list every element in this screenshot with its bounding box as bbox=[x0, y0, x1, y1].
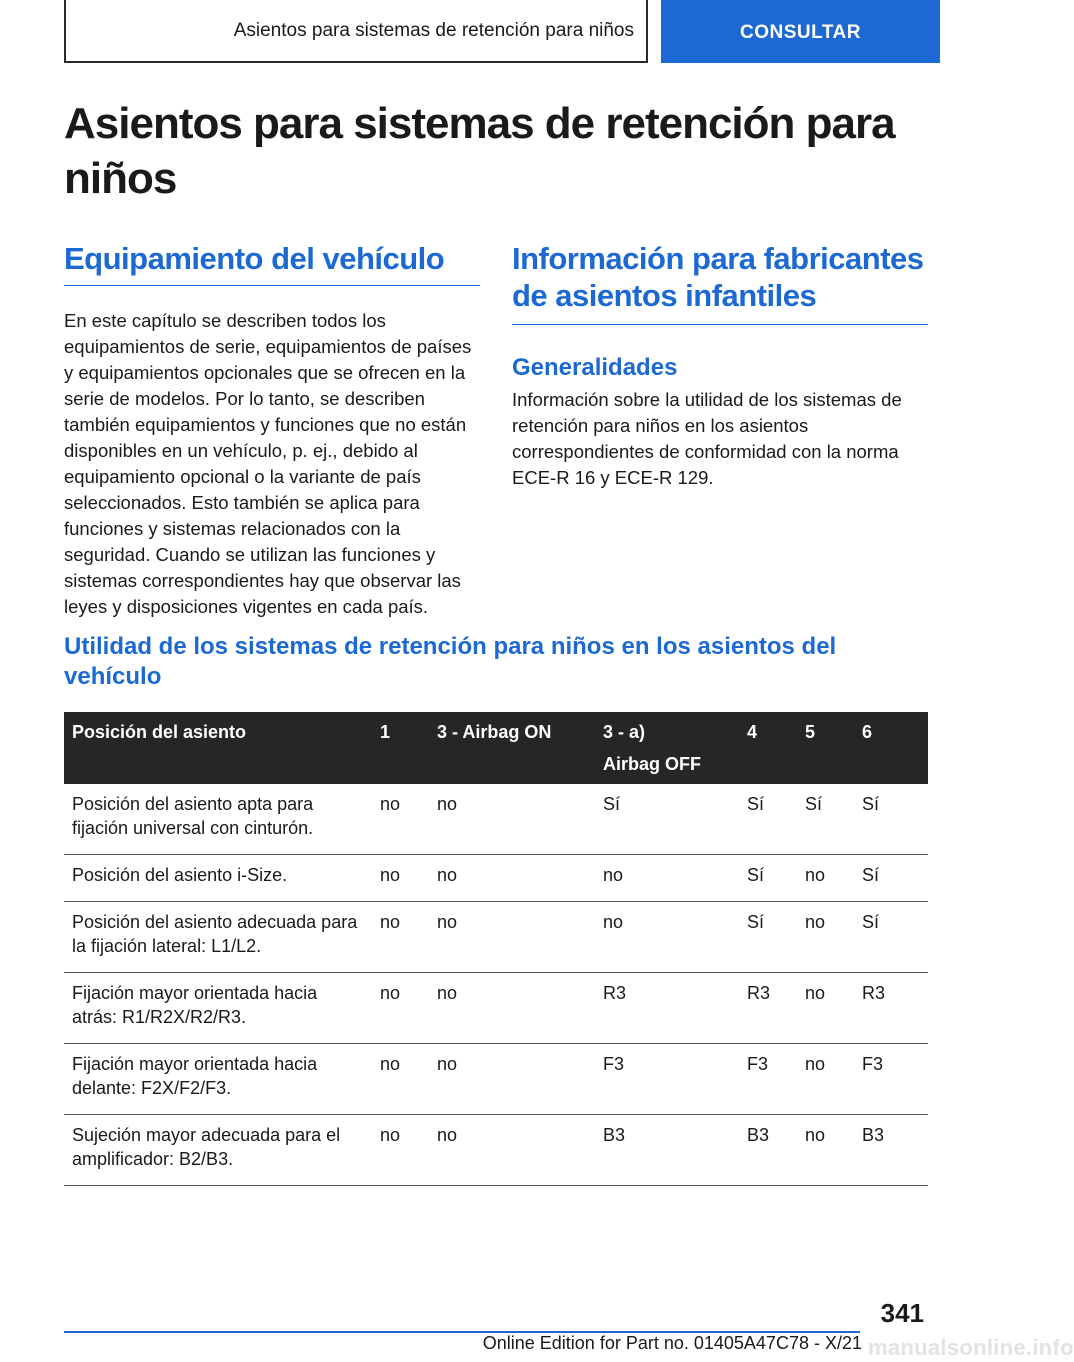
page-title: Asientos para sistemas de retención para niños bbox=[64, 99, 895, 203]
table-section-title: Utilidad de los sistemas de retención para niños en los asientos del vehículo bbox=[64, 633, 837, 690]
column-header: Posición del asiento bbox=[64, 712, 372, 784]
table-cell: Sí bbox=[854, 855, 928, 902]
heading-equipamiento: Equipamiento del vehículo bbox=[64, 240, 480, 286]
table-cell: Sí bbox=[854, 784, 928, 855]
site-watermark: manualsonline.info bbox=[868, 1335, 1074, 1360]
table-cell: Posición del asiento apta para fijación universal con cinturón. bbox=[64, 784, 372, 855]
table-header-row bbox=[64, 712, 928, 784]
table-cell: Sujeción mayor adecuada para el amplificador: B2/B3. bbox=[64, 1115, 372, 1186]
table-row bbox=[64, 902, 928, 973]
column-header: 4 bbox=[739, 712, 797, 784]
table-cell: no bbox=[372, 1115, 429, 1186]
column-header-line1: 3 - a) bbox=[603, 722, 646, 742]
column-header: 3 - Airbag ON bbox=[429, 712, 595, 784]
table-cell: no bbox=[797, 973, 854, 1044]
heading-informacion-fabricantes: Información para fabricantes de asientos infantiles bbox=[512, 240, 928, 325]
table-row bbox=[64, 784, 928, 855]
table-row bbox=[64, 1044, 928, 1115]
column-header: 1 bbox=[372, 712, 429, 784]
table-cell: no bbox=[372, 855, 429, 902]
running-header bbox=[64, 0, 648, 63]
table-cell: no bbox=[429, 784, 595, 855]
table-cell: no bbox=[595, 902, 739, 973]
table-row bbox=[64, 855, 928, 902]
table-row bbox=[64, 973, 928, 1044]
table-cell: R3 bbox=[739, 973, 797, 1044]
table-row bbox=[64, 1115, 928, 1186]
subheading-generalidades: Generalidades bbox=[512, 354, 678, 381]
table-cell: Sí bbox=[739, 855, 797, 902]
section-tab-label: CONSULTAR bbox=[740, 21, 861, 43]
edition-note: Online Edition for Part no. 01405A47C78 - X/21 bbox=[482, 1333, 862, 1353]
table-cell: Fijación mayor orientada hacia delante: F2X/F2/F3. bbox=[64, 1044, 372, 1115]
paragraph-generalidades: Información sobre la utilidad de los sistemas de retención para niños en los asientos correspondientes de conformidad con la norma ECE-R 16 y ECE-R 129. bbox=[512, 389, 902, 488]
table-cell: Posición del asiento adecuada para la fijación lateral: L1/L2. bbox=[64, 902, 372, 973]
right-column bbox=[512, 240, 928, 491]
left-column bbox=[64, 240, 480, 620]
table-cell: Sí bbox=[739, 784, 797, 855]
paragraph-equipamiento: En este capítulo se describen todos los equipamientos de serie, equipamientos de países y equipamientos opcionales que se ofrecen en la serie de modelos. Por lo tanto, se describen también equipamientos y funciones que no están disponibles en un vehículo, p. ej., debido al equipamiento opcional o la variante de país seleccionados. Esto también se aplica para funciones y sistemas relacionados con la seguridad. Cuando se utilizan las funciones y sistemas correspondientes hay que observar las leyes y disposiciones vigentes en cada país. bbox=[64, 310, 472, 617]
table-cell: Sí bbox=[854, 902, 928, 973]
table-cell: no bbox=[429, 973, 595, 1044]
column-header: 5 bbox=[797, 712, 854, 784]
page-number: 341 bbox=[880, 1298, 924, 1328]
table-cell: F3 bbox=[739, 1044, 797, 1115]
column-header-line2: Airbag OFF bbox=[603, 754, 701, 774]
table-cell: B3 bbox=[739, 1115, 797, 1186]
table-cell: Sí bbox=[739, 902, 797, 973]
table-cell: no bbox=[372, 784, 429, 855]
table-cell: Posición del asiento i-Size. bbox=[64, 855, 372, 902]
table-cell: no bbox=[372, 902, 429, 973]
table-cell: no bbox=[372, 973, 429, 1044]
table-cell: Fijación mayor orientada hacia atrás: R1/R2X/R2/R3. bbox=[64, 973, 372, 1044]
section-tab-consultar[interactable] bbox=[661, 0, 940, 63]
column-header: 6 bbox=[854, 712, 928, 784]
table-cell: B3 bbox=[595, 1115, 739, 1186]
table-cell: F3 bbox=[854, 1044, 928, 1115]
table-cell: no bbox=[797, 1044, 854, 1115]
table-cell: Sí bbox=[595, 784, 739, 855]
table-cell: no bbox=[595, 855, 739, 902]
table-cell: no bbox=[797, 1115, 854, 1186]
running-header-title: Asientos para sistemas de retención para niños bbox=[233, 19, 634, 41]
table-cell: no bbox=[429, 1044, 595, 1115]
table-cell: R3 bbox=[595, 973, 739, 1044]
table-cell: no bbox=[372, 1044, 429, 1115]
table-cell: R3 bbox=[854, 973, 928, 1044]
table-cell: Sí bbox=[797, 784, 854, 855]
column-header bbox=[595, 712, 739, 784]
table-cell: no bbox=[429, 902, 595, 973]
table-cell: B3 bbox=[854, 1115, 928, 1186]
table-cell: F3 bbox=[595, 1044, 739, 1115]
seat-suitability-table bbox=[64, 712, 928, 1186]
table-cell: no bbox=[429, 855, 595, 902]
table-cell: no bbox=[797, 902, 854, 973]
table-cell: no bbox=[797, 855, 854, 902]
table-cell: no bbox=[429, 1115, 595, 1186]
